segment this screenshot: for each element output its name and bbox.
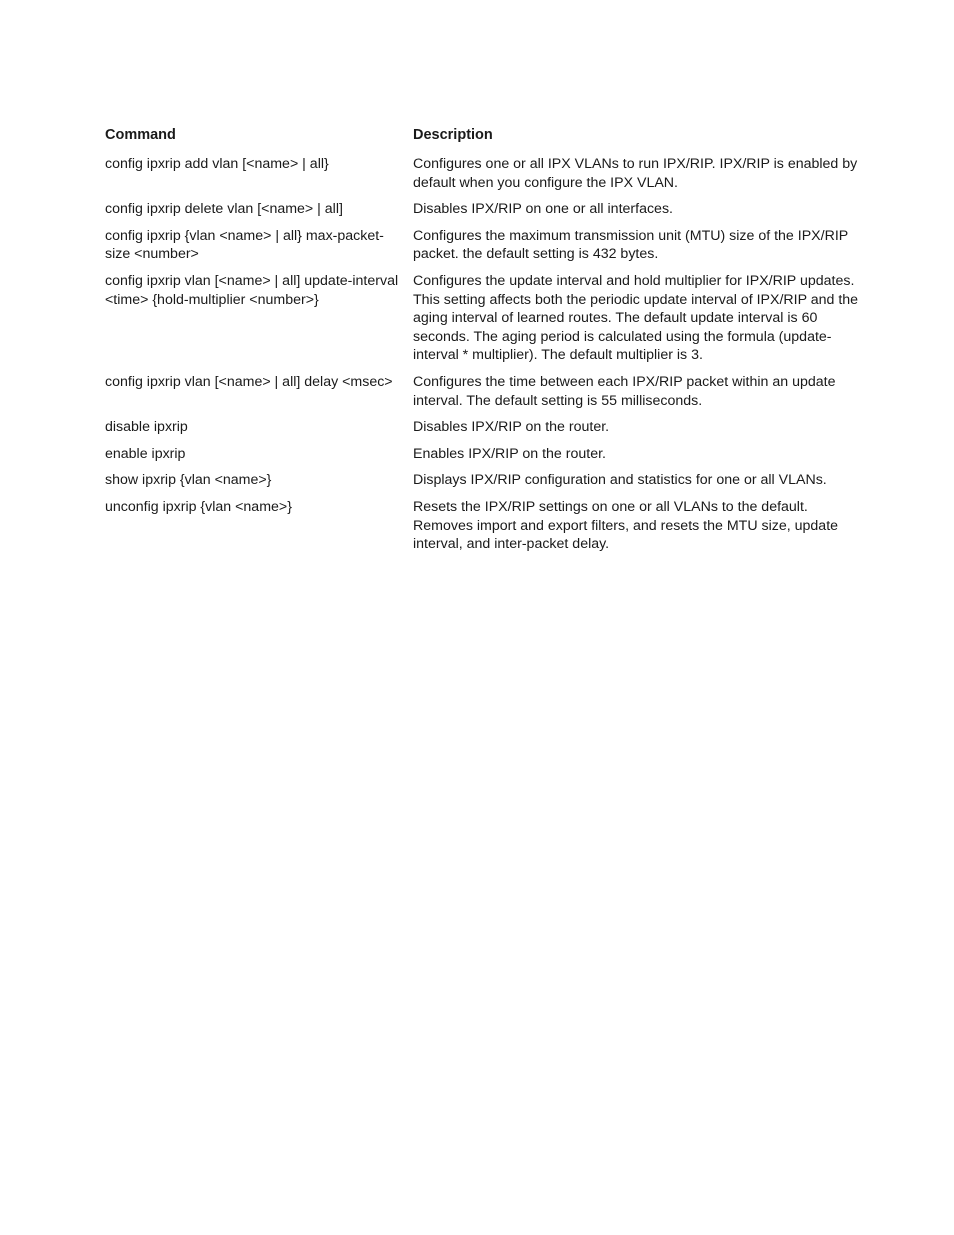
command-cell: disable ipxrip <box>105 419 188 436</box>
command-table <box>105 126 865 562</box>
description-cell: Configures the maximum transmission unit (MTU) size of the IPX/RIP packet. the default setting is 432 bytes. <box>413 227 848 263</box>
table-row <box>105 498 865 562</box>
command-cell: config ipxrip add vlan [<name> | all} <box>105 156 329 172</box>
command-cell: config ipxrip {vlan <name> | all} max-packet-size <number> <box>105 227 384 263</box>
column-header-command: Command <box>105 127 176 143</box>
description-cell: Configures one or all IPX VLANs to run IPX/RIP. IPX/RIP is enabled by default when you configure the IPX VLAN. <box>413 156 858 191</box>
table-row <box>105 200 865 227</box>
document-page <box>105 126 865 562</box>
column-header-description: Description <box>413 127 493 143</box>
description-cell: Disables IPX/RIP on the router. <box>413 419 610 436</box>
table-row <box>105 227 865 272</box>
description-cell: Resets the IPX/RIP settings on one or all VLANs to the default. Removes import and export filters, and resets the MTU size, update interval, and inter-packet delay. <box>413 498 839 553</box>
description-cell: Disables IPX/RIP on one or all interfaces. <box>413 201 673 218</box>
table-row <box>105 155 865 200</box>
description-cell: Configures the time between each IPX/RIP packet within an update interval. The default setting is 55 milliseconds. <box>413 373 836 409</box>
command-cell: config ipxrip vlan [<name> | all] update-interval <time> {hold-multiplier <number>} <box>105 272 399 308</box>
command-cell: config ipxrip vlan [<name> | all] delay <msec> <box>105 373 393 390</box>
command-cell: unconfig ipxrip {vlan <name>} <box>105 498 292 515</box>
table-row <box>105 471 865 498</box>
description-cell: Displays IPX/RIP configuration and statistics for one or all VLANs. <box>413 472 827 489</box>
table-row <box>105 445 865 472</box>
command-cell: config ipxrip delete vlan [<name> | all] <box>105 201 343 218</box>
command-cell: enable ipxrip <box>105 445 186 462</box>
description-cell: Enables IPX/RIP on the router. <box>413 445 606 462</box>
table-row <box>105 418 865 445</box>
table-row <box>105 373 865 418</box>
command-cell: show ipxrip {vlan <name>} <box>105 472 272 489</box>
table-header-row <box>105 126 865 155</box>
table-row <box>105 272 865 373</box>
description-cell: Configures the update interval and hold multiplier for IPX/RIP updates. This setting affects both the periodic update interval of IPX/RIP and the aging interval of learned routes. The default update interval is 60 seconds. The aging period is calculated using the formula (update-interval * multiplier). The default multiplier is 3. <box>413 272 859 364</box>
